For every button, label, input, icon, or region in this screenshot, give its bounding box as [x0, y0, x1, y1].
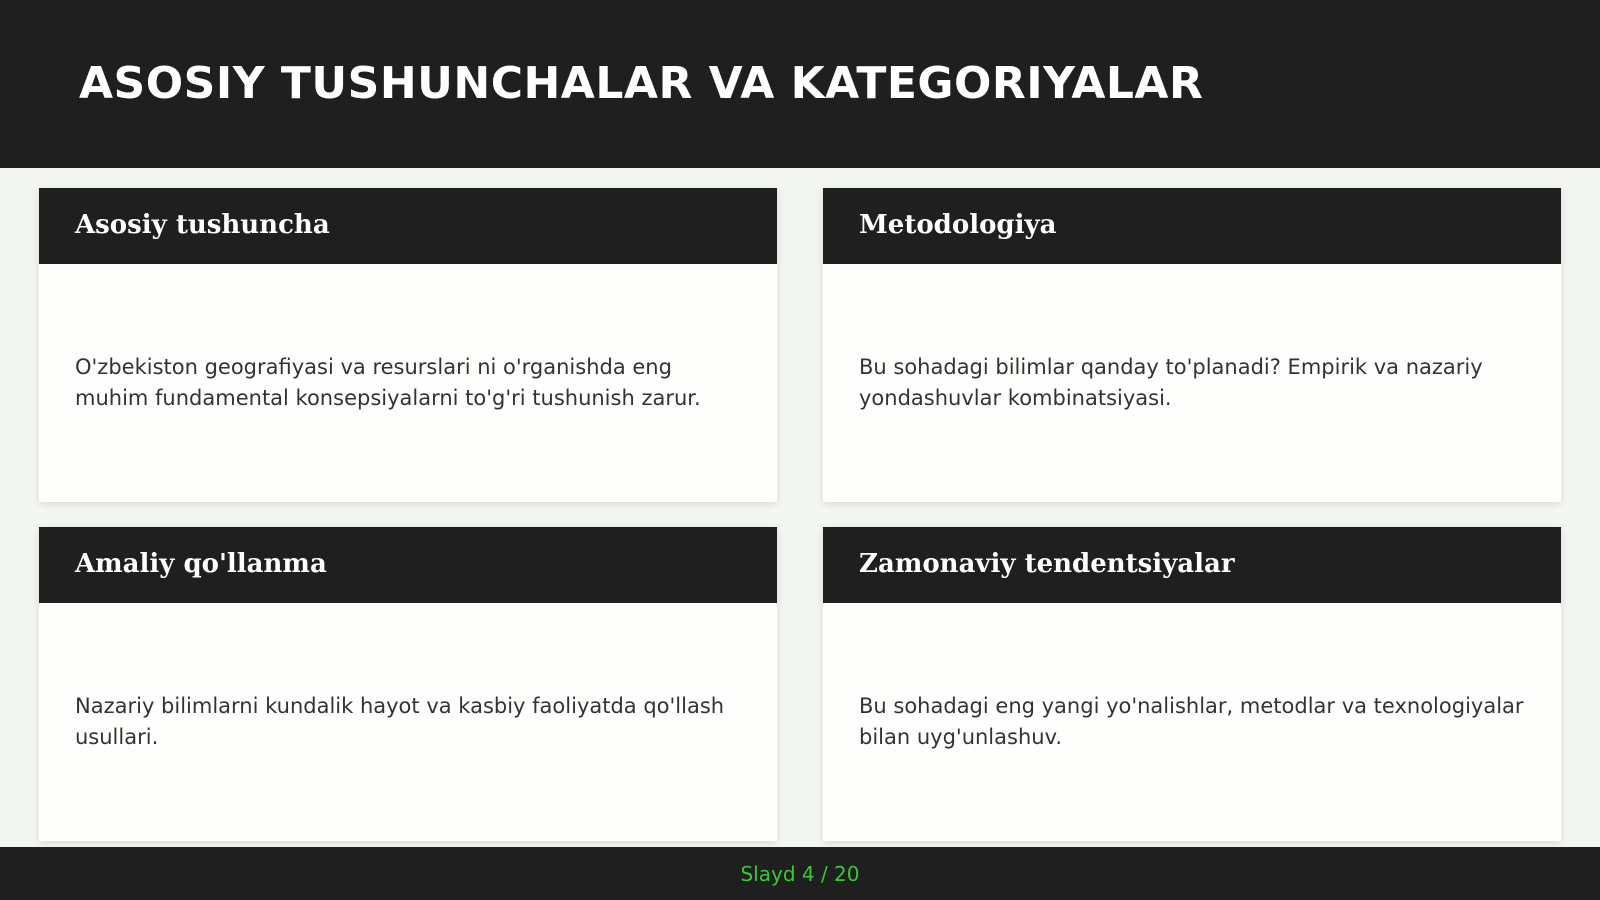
- card-body: [75, 264, 741, 502]
- slide-footer: [0, 847, 1600, 900]
- card-header: [823, 188, 1561, 264]
- card-zamonaviy-tendentsiyalar: [823, 527, 1561, 841]
- card-body: [75, 603, 741, 841]
- card-header: [823, 527, 1561, 603]
- card-header: [39, 188, 777, 264]
- card-text: Bu sohadagi eng yangi yo'nalishlar, metodlar va texnologiyalar bilan uyg'unlashuv.: [859, 694, 1524, 749]
- card-text: Bu sohadagi bilimlar qanday to'planadi? Empirik va nazariy yondashuvlar kombinatsiyasi.: [859, 355, 1483, 410]
- slide-title: ASOSIY TUSHUNCHALAR VA KATEGORIYALAR: [79, 58, 1204, 109]
- card-asosiy-tushuncha: [39, 188, 777, 502]
- card-amaliy-qollanma: [39, 527, 777, 841]
- card-title: Amaliy qo'llanma: [75, 549, 327, 579]
- card-text: O'zbekiston geografiyasi va resurslari ni o'rganishda eng muhim fundamental konsepsiyalarni to'g'ri tushunish zarur.: [75, 355, 701, 410]
- card-metodologiya: [823, 188, 1561, 502]
- card-header: [39, 527, 777, 603]
- card-title: Metodologiya: [859, 210, 1057, 240]
- slide-counter: Slayd 4 / 20: [740, 861, 860, 886]
- slide-header: [0, 0, 1600, 168]
- card-text: Nazariy bilimlarni kundalik hayot va kasbiy faoliyatda qo'llash usullari.: [75, 694, 725, 749]
- card-body: [859, 264, 1525, 502]
- card-body: [859, 603, 1525, 841]
- card-title: Asosiy tushuncha: [75, 210, 330, 240]
- card-title: Zamonaviy tendentsiyalar: [859, 549, 1235, 579]
